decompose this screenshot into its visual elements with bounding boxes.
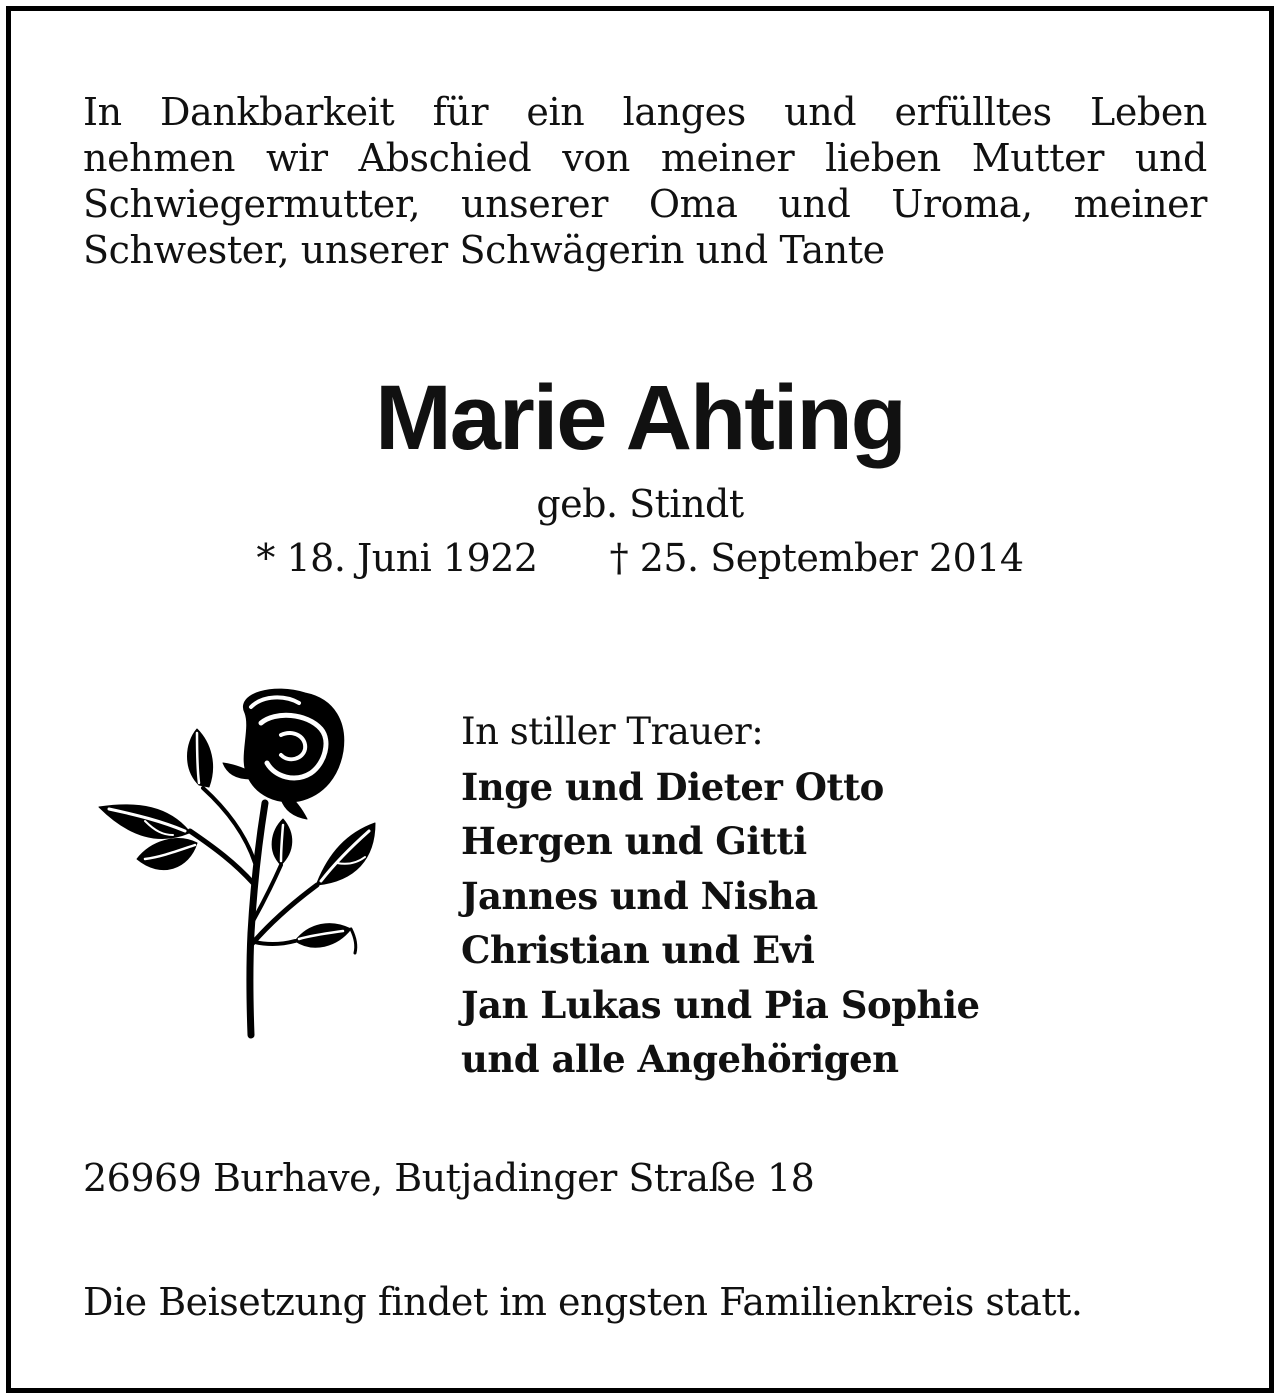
life-dates: [11, 535, 1269, 581]
mourner-name: und alle Angehörigen: [461, 1037, 899, 1081]
mourner-name: Hergen und Gitti: [461, 819, 807, 863]
rose-icon: [85, 683, 385, 1043]
intro-line: nehmen wir Abschied von meiner lieben Mutter und: [83, 136, 1207, 180]
intro-text: [83, 89, 1207, 273]
mourner-name: Jannes und Nisha: [461, 873, 818, 918]
deceased-name: Marie Ahting: [375, 367, 905, 469]
intro-line: Schwiegermutter, unserer Oma und Uroma, meiner: [83, 182, 1207, 226]
birth-date: * 18. Juni 1922: [256, 536, 538, 580]
maiden-name: geb. Stindt: [536, 482, 744, 526]
mourner-name: Christian und Evi: [461, 928, 815, 972]
mourners-list: [461, 705, 1161, 1087]
intro-line: In Dankbarkeit für ein langes und erfülltes Leben: [83, 90, 1207, 134]
funeral-note: Die Beisetzung findet im engsten Familienkreis statt.: [83, 1280, 1083, 1324]
mourner-name: Inge und Dieter Otto: [461, 764, 884, 809]
mourners-heading: In stiller Trauer:: [461, 710, 764, 753]
family-address: 26969 Burhave, Butjadinger Straße 18: [83, 1156, 815, 1200]
intro-line: Schwester, unserer Schwägerin und Tante: [83, 228, 885, 272]
obituary-notice: [6, 6, 1274, 1393]
mourner-name: Jan Lukas und Pia Sophie: [461, 982, 980, 1027]
death-date: † 25. September 2014: [609, 536, 1024, 580]
